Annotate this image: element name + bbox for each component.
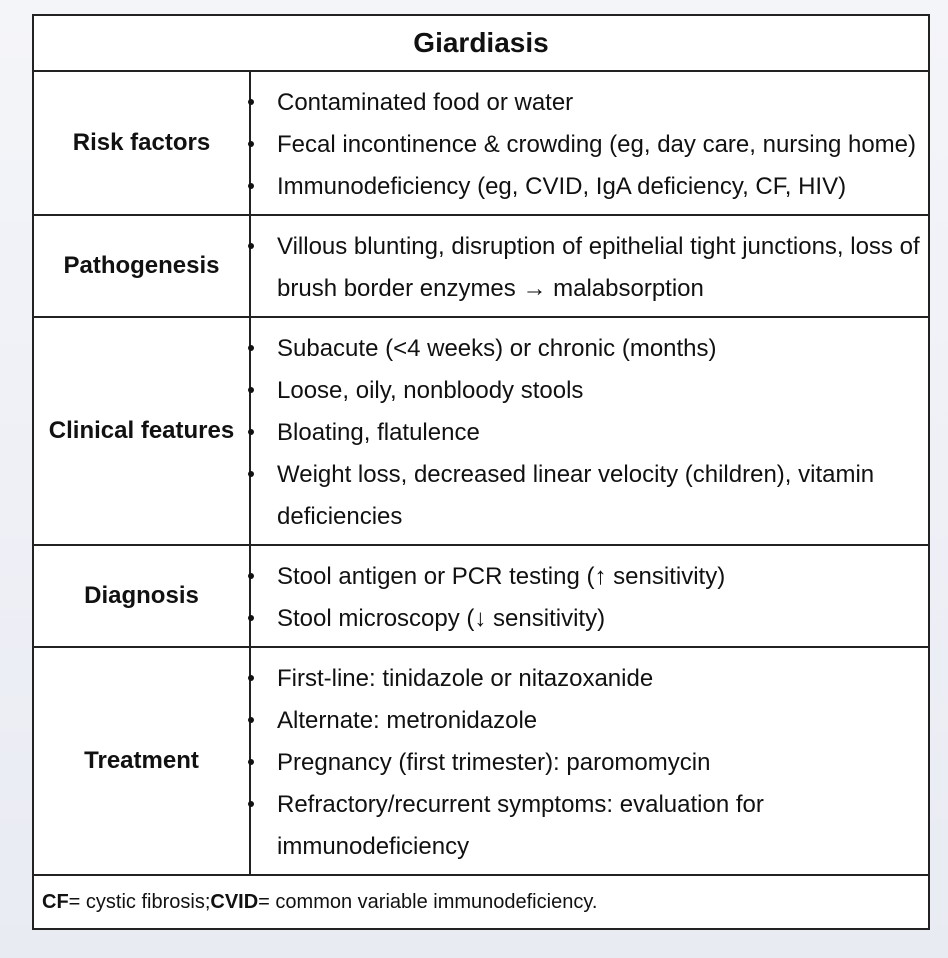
table-title: Giardiasis xyxy=(34,16,928,72)
risk-factors-list xyxy=(251,72,928,214)
footer-def-cf: = cystic fibrosis; xyxy=(68,890,211,913)
abbreviations-footer xyxy=(34,876,928,928)
list-item: Stool antigen or PCR testing (↑ sensitivity) xyxy=(251,556,928,598)
clinical-features-list xyxy=(251,318,928,544)
row-label-risk-factors: Risk factors xyxy=(34,72,251,214)
list-item: Subacute (<4 weeks) or chronic (months) xyxy=(251,328,928,370)
list-item: Villous blunting, disruption of epithelial tight junctions, loss of brush border enzymes → malabsorption xyxy=(251,226,928,310)
pathogenesis-list xyxy=(251,216,928,316)
footer-abbr-cf: CF xyxy=(42,890,69,913)
list-item: Contaminated food or water xyxy=(251,82,928,124)
row-risk-factors xyxy=(34,72,928,216)
row-label-diagnosis: Diagnosis xyxy=(34,546,251,646)
list-item: Bloating, flatulence xyxy=(251,412,928,454)
list-item: Weight loss, decreased linear velocity (children), vitamin deficiencies xyxy=(251,454,928,538)
giardiasis-table xyxy=(32,14,930,930)
row-treatment xyxy=(34,648,928,876)
treatment-list xyxy=(251,648,928,874)
list-item: First-line: tinidazole or nitazoxanide xyxy=(251,658,928,700)
list-item: Immunodeficiency (eg, CVID, IgA deficiency, CF, HIV) xyxy=(251,166,928,208)
row-label-clinical-features: Clinical features xyxy=(34,318,251,544)
row-clinical-features xyxy=(34,318,928,546)
list-item: Stool microscopy (↓ sensitivity) xyxy=(251,598,928,640)
diagnosis-list xyxy=(251,546,928,646)
footer-abbr-cvid: CVID xyxy=(210,890,259,913)
list-item: Refractory/recurrent symptoms: evaluation for immunodeficiency xyxy=(251,784,928,868)
row-diagnosis xyxy=(34,546,928,648)
row-pathogenesis xyxy=(34,216,928,318)
list-item: Fecal incontinence & crowding (eg, day care, nursing home) xyxy=(251,124,928,166)
footer-def-cvid: = common variable immunodeficiency. xyxy=(258,890,598,913)
list-item: Loose, oily, nonbloody stools xyxy=(251,370,928,412)
list-item: Pregnancy (first trimester): paromomycin xyxy=(251,742,928,784)
row-label-treatment: Treatment xyxy=(34,648,251,874)
row-label-pathogenesis: Pathogenesis xyxy=(34,216,251,316)
list-item: Alternate: metronidazole xyxy=(251,700,928,742)
